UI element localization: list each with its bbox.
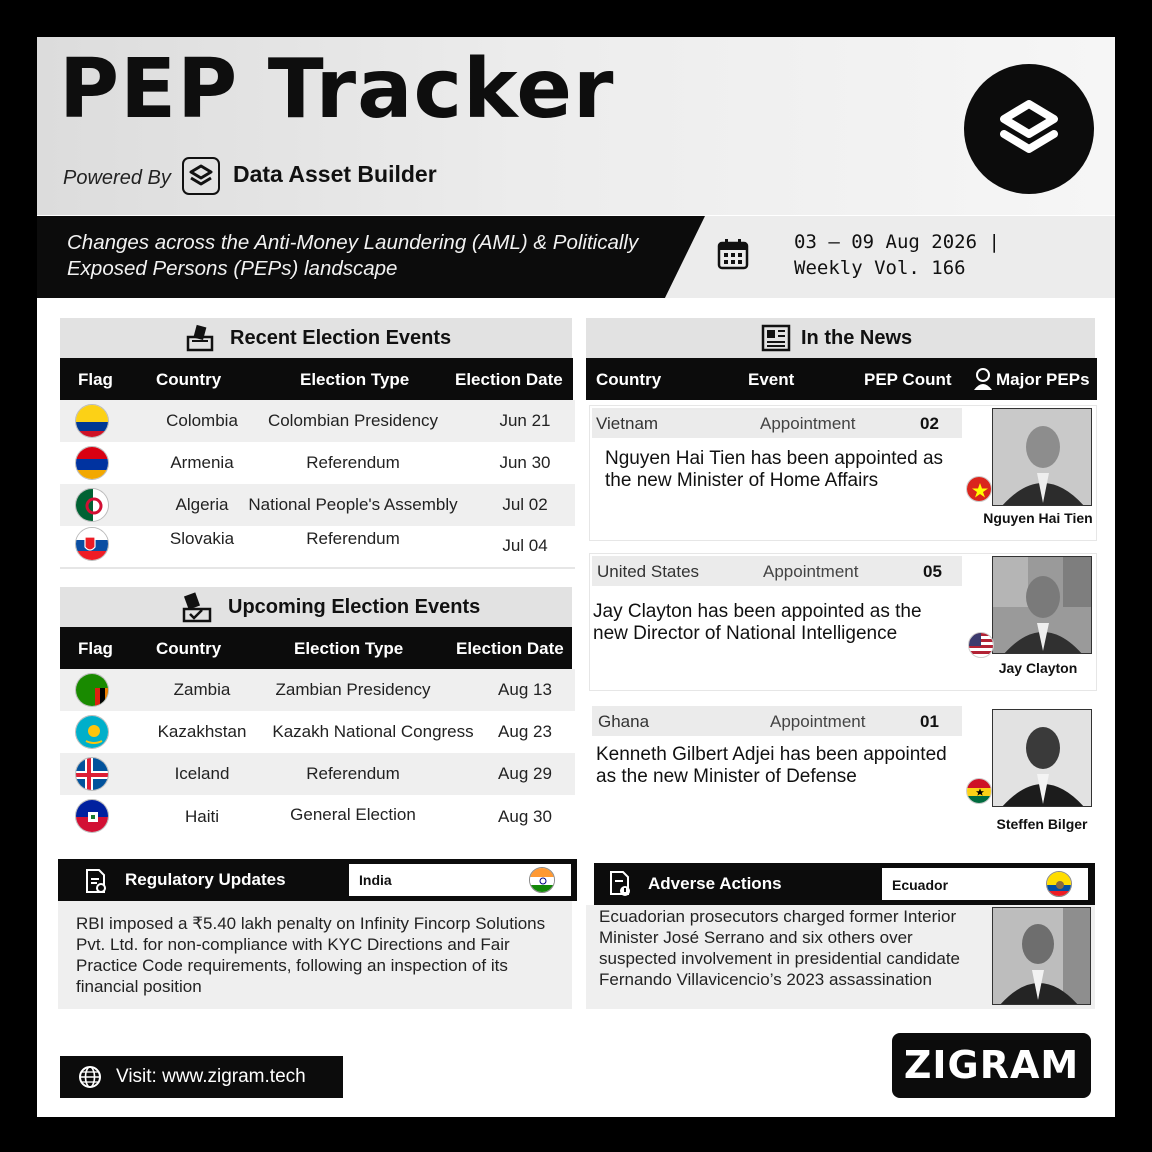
news-event: Appointment [770,712,866,731]
news-text: Kenneth Gilbert Adjei has been appointed as the new Minister of Defense [596,744,947,787]
pep-photo [992,709,1092,807]
news-card [589,553,1097,691]
table-row [60,711,575,753]
election-type-cell: Referendum [306,453,400,472]
country-cell: Colombia [166,411,238,430]
table-row [60,523,575,565]
country-cell: Algeria [175,495,229,514]
iceland-flag-icon [75,757,109,791]
regulatory-updates-title: Regulatory Updates [125,870,286,889]
visit-website-link[interactable] [60,1056,343,1098]
country-cell: Haiti [184,807,219,826]
upcoming-elections-table-header [60,627,572,669]
tagline: Changes across the Anti-Money Laundering (AML) & Politically Exposed Persons (PEPs) landscape [67,231,639,280]
election-date-cell: Aug 13 [498,680,552,699]
adverse-text: Ecuadorian prosecutors charged former Interior Minister José Serrano and six others over suspected involvement in presidential candidate Fernando Villavicencio’s 2023 assassination [599,907,961,989]
news-pep-count: 05 [923,562,942,581]
col-election-type: Election Type [300,370,410,389]
header [37,37,1115,215]
table-row [60,442,575,484]
news-text: Nguyen Hai Tien has been appointed as the new Minister of Home Affairs [605,448,944,491]
col-pep-count: PEP Count [864,370,952,389]
election-type-cell: Referendum [306,764,400,783]
document-warning-icon [608,870,632,903]
col-country: Country [156,639,222,658]
table-row [60,400,575,442]
country-cell: Slovakia [169,529,235,548]
regulatory-updates-bar [58,859,577,901]
calendar-icon [716,237,750,271]
election-type-cell: Kazakh National Congress [272,722,474,741]
news-country: Vietnam [596,414,659,433]
slovakia-flag-icon [75,527,109,561]
regulatory-country: India [359,872,392,888]
data-asset-builder-logo-icon [182,157,220,195]
united-states-flag-icon [968,632,994,658]
adverse-actions-title: Adverse Actions [648,874,782,893]
news-card [589,405,1097,541]
election-type-cell: General Election [290,805,416,824]
col-country: Country [596,370,662,389]
news-pep-count: 01 [920,712,939,731]
pep-photo [992,556,1092,654]
table-row [60,795,575,837]
news-card [589,703,1097,843]
infographic-page [37,37,1115,1117]
col-election-date: Election Date [456,639,564,658]
election-date-cell: Jun 30 [499,453,551,472]
adverse-person-photo [992,907,1091,1005]
election-date-cell: Aug 23 [498,722,552,741]
news-event: Appointment [763,562,859,581]
zigram-logo [892,1033,1091,1098]
pep-photo [992,408,1092,506]
country-cell: Zambia [173,680,231,699]
col-flag: Flag [78,370,113,389]
ecuador-flag-icon [1046,871,1072,897]
election-date-cell: Aug 29 [498,764,552,783]
pep-name: Nguyen Hai Tien [983,510,1093,526]
recent-elections-header [60,318,572,358]
election-type-cell: National People's Assembly [248,495,458,514]
vote-hand-icon [180,590,214,629]
election-date-cell: Jun 21 [499,411,551,430]
india-flag-icon [529,867,555,893]
kazakhstan-flag-icon [75,715,109,749]
election-type-cell: Colombian Presidency [267,411,439,430]
armenia-flag-icon [75,446,109,480]
vietnam-flag-icon [966,476,992,502]
globe-icon [78,1065,102,1094]
adverse-country: Ecuador [892,877,949,893]
newspaper-icon [761,324,791,357]
volume-label: Weekly Vol. 166 [794,257,966,279]
recent-elections-title: Recent Election Events [230,327,452,349]
election-type-cell: Zambian Presidency [275,680,431,699]
col-flag: Flag [78,639,113,658]
page-title: PEP Tracker [59,42,615,137]
visit-text: Visit: www.zigram.tech [116,1066,306,1087]
news-table-header [586,358,1097,400]
colombia-flag-icon [75,404,109,438]
document-icon [84,868,108,899]
pep-name: Jay Clayton [998,660,1078,676]
news-country: United States [597,562,700,581]
regulatory-text: RBI imposed a ₹5.40 lakh penalty on Infinity Fincorp Solutions Pvt. Ltd. for non-compliance with KYC Directions and Fair Practice Code requirements, following an inspection of its financial position [76,914,546,996]
country-cell: Armenia [170,453,234,472]
adverse-actions-bar [594,863,1095,905]
brand-name: Data Asset Builder [233,161,437,187]
person-icon [972,367,994,396]
col-event: Event [748,370,795,389]
upcoming-elections-title: Upcoming Election Events [228,596,481,618]
pep-name: Steffen Bilger [996,816,1088,832]
country-cell: Iceland [174,764,230,783]
divider [60,567,575,569]
news-event: Appointment [760,414,856,433]
table-row [60,753,575,795]
col-country: Country [156,370,222,389]
algeria-flag-icon [75,488,109,522]
col-major-peps: Major PEPs [996,370,1090,389]
recent-elections-table-header [60,358,573,400]
ghana-flag-icon [966,778,992,804]
news-header [586,318,1095,358]
election-type-cell: Referendum [306,529,400,548]
upcoming-elections-header [60,587,572,627]
ballot-box-icon [185,323,215,358]
regulatory-country-box [349,864,571,896]
table-row [60,669,575,711]
election-date-cell: Jul 04 [502,536,548,555]
table-row [60,484,575,526]
zambia-flag-icon [75,673,109,707]
election-date-cell: Aug 30 [498,807,552,826]
col-election-date: Election Date [455,370,563,389]
stack-logo-icon [964,64,1094,194]
election-date-cell: Jul 02 [502,495,548,514]
country-cell: Kazakhstan [157,722,247,741]
news-title: In the News [801,327,913,349]
news-pep-count: 02 [920,414,939,433]
date-range: 03 – 09 Aug 2026 | [794,231,1000,253]
news-text: Jay Clayton has been appointed as the new Director of National Intelligence [593,601,922,644]
adverse-country-box [882,868,1088,900]
news-country: Ghana [598,712,650,731]
haiti-flag-icon [75,799,109,833]
powered-by-label: Powered By [63,167,171,189]
zigram-wordmark: ZIGRAM [903,1043,1080,1087]
col-election-type: Election Type [294,639,404,658]
